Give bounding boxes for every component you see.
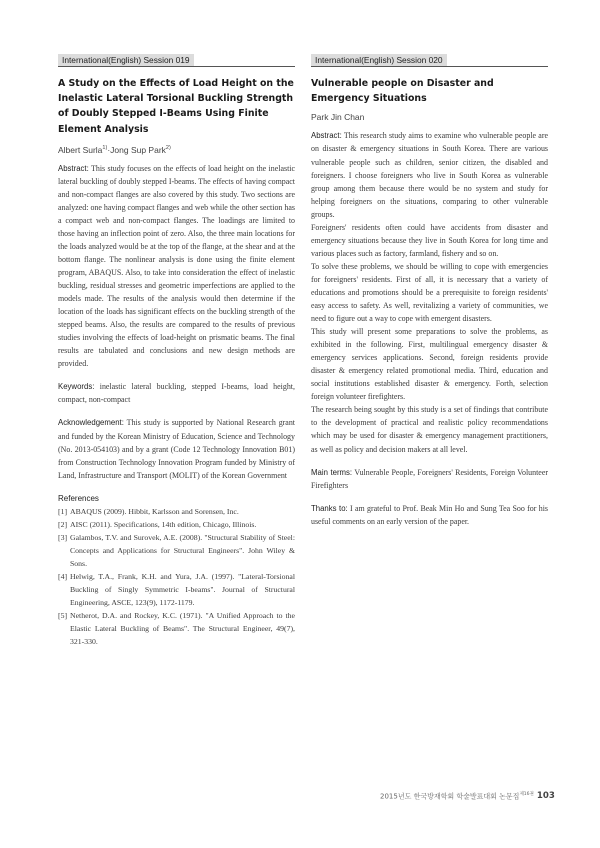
- reference-number: [3]: [58, 532, 68, 542]
- reference-text: AISC (2011). Specifications, 14th edition, Chicago, Illinois.: [70, 519, 257, 529]
- reference-number: [4]: [58, 571, 68, 581]
- author-name: Jong Sup Park: [110, 144, 166, 155]
- abstract-paragraph: Foreigners' residents often could have accidents from disaster and emergency situations because they live in South Korea for long time and various places such as factory, farmland, fishery and so on.: [311, 222, 548, 258]
- session-number: 019: [175, 55, 190, 65]
- abstract-paragraph: This study will present some preparations to solve the problems, as exhibited in the following. First, multilingual emergency disaster & emergency services applications. Second, foreign residents provide disaster & emergency related promotional media. Third, education and social institutions established disaster & emergency. Forth, selection foreign volunteer firefighters.: [311, 327, 548, 402]
- abstract-text: This study focuses on the effects of load height on the inelastic lateral buckling of doubly stepped I-beams. The effects of having compact and non-compact flanges are also covered by this study. Two sections are analyzed: one having compact flanges and web while the other section has a compact web and non-compact flanges. The loadings are limited to those having an inflection point of zero. Also, the three main locations for the loads analyzed would be at the top of the flange, at the shear and at the bottom flange. The nonlinear analysis is done using the finite element program, ABAQUS. Also, to take into consideration the effect of inelastic buckling, residual stresses and geometric imperfections are applied to the models made. The results of the analysis would then determine if the location of the loads has significant effects on the buckling strength of the stepped beams. Also, the results are compared to the results of previous studies involving the effects of load-height on prismatic beams. The final results are tabulated and conclusions and new design methods are provided.: [58, 163, 295, 369]
- acknowledgement-text: This study is supported by National Research grant and funded by the Korean Ministry of Education, Science and Technology (No. 2013-054103) and by a grant (Code 12 Technology Innovation B01) from Construction Technology Innovation Program funded by Ministry of Land, Infrastructure and Transport (MOLIT) of the Korean Government: [58, 418, 296, 480]
- reference-text: Helwig, T.A., Frank, K.H. and Yura, J.A. (1997). "Lateral-Torsional Buckling of Singly Symmetric I-beams". Journal of Structural Engineering, ASCE, 123(9), 1172-1179.: [70, 571, 295, 608]
- acknowledgement-label: Acknowledgement:: [58, 418, 124, 428]
- session-tab: [58, 54, 194, 66]
- reference-item: [58, 531, 295, 570]
- references-list: [58, 505, 295, 649]
- abstract-label: Abstract:: [58, 163, 89, 173]
- page-footer: [380, 791, 555, 801]
- conference-name: 2015년도 한국방재학회 학술발표대회 논문집: [380, 792, 520, 801]
- reference-text: Netherot, D.A. and Rockey, K.C. (1971). "A Unified Approach to the Elastic Lateral Buckling of Beams". The Structural Engineer, 49(7), 321-330.: [70, 611, 295, 647]
- abstract-paragraph: The research being sought by this study is a set of findings that contribute to the development of practical and realistic policy recommendations which may be used for disaster & emergency management practitioners, as well as policy and decision makers at all level.: [311, 405, 548, 454]
- main-terms: [311, 466, 548, 492]
- session-header: [311, 54, 548, 67]
- acknowledgement: [58, 416, 295, 481]
- volume-superscript: 제16권: [519, 792, 534, 797]
- thanks-text: I am grateful to Prof. Beak Min Ho and Sung Tea Soo for his useful comments on an early version of the paper.: [311, 503, 548, 526]
- reference-number: [5]: [58, 611, 68, 621]
- session-label: International(English) Session: [62, 55, 174, 65]
- reference-item: [58, 609, 295, 648]
- keywords-text: inelastic lateral buckling, stepped I-beams, load height, compact, non-compact: [58, 382, 295, 405]
- reference-text: Galambos, T.V. and Surovek, A.E. (2008). "Structural Stability of Steel: Concepts and Applications for Structural Engineers". John Wiley & Sons.: [70, 532, 295, 568]
- right-article: [311, 54, 548, 528]
- session-number: 020: [428, 55, 443, 65]
- reference-item: [58, 570, 295, 609]
- article-title: A Study on the Effects of Load Height on the Inelastic Lateral Torsional Buckling Strength of Doubly Stepped I-Beams Using Finite Element Analysis: [58, 78, 294, 135]
- keywords: [58, 380, 295, 406]
- author-name: Park Jin Chan: [311, 112, 365, 123]
- article-title: Vulnerable people on Disaster and Emergency Situations: [311, 78, 494, 105]
- abstract: [311, 129, 548, 455]
- abstract-paragraph: This research study aims to examine who vulnerable people are on disaster & emergency situations in South Korea. There are various vulnerable people such as children, senior citizen, the disabled and foreigners. I choose foreigners who live in South Korea as vulnerable group among them because there would be no system and study for helping foreigners on the situations, comparing to other vulnerable groups.: [311, 131, 548, 219]
- author-name: Albert Surla: [58, 144, 103, 155]
- reference-text: ABAQUS (2009). Hibbit, Karlsson and Sorensen, Inc.: [70, 506, 239, 516]
- session-label: International(English) Session: [315, 55, 427, 65]
- abstract-paragraph: To solve these problems, we should be willing to cope with emergencies for foreigners' residents. First of all, it is necessary that a variety of educations and promotions should be a prerequisite to foreign residents' easy access to safety. As well, revitalizing a variety of communities, we need to figure out a way to cope with emergent disasters.: [311, 261, 548, 324]
- page-number: 103: [536, 791, 555, 802]
- abstract: [58, 162, 295, 371]
- author-separator: ·: [107, 144, 111, 155]
- reference-item: [58, 505, 295, 518]
- thanks-label: Thanks to:: [311, 503, 348, 513]
- author-affiliation: 2): [165, 144, 171, 151]
- reference-number: [1]: [58, 506, 68, 516]
- session-header: [58, 54, 295, 67]
- keywords-label: Keywords:: [58, 382, 95, 392]
- left-article: [58, 54, 295, 648]
- authors: [58, 142, 295, 156]
- session-tab: [311, 54, 447, 66]
- author-affiliation: 1): [102, 144, 108, 151]
- abstract-label: Abstract:: [311, 131, 342, 141]
- reference-item: [58, 518, 295, 531]
- thanks: [311, 502, 548, 528]
- reference-number: [2]: [58, 519, 68, 529]
- main-terms-text: Vulnerable People, Foreigners' Residents, Foreign Volunteer Firefighters: [311, 467, 548, 490]
- references-heading: References: [58, 493, 99, 503]
- main-terms-label: Main terms:: [311, 467, 353, 477]
